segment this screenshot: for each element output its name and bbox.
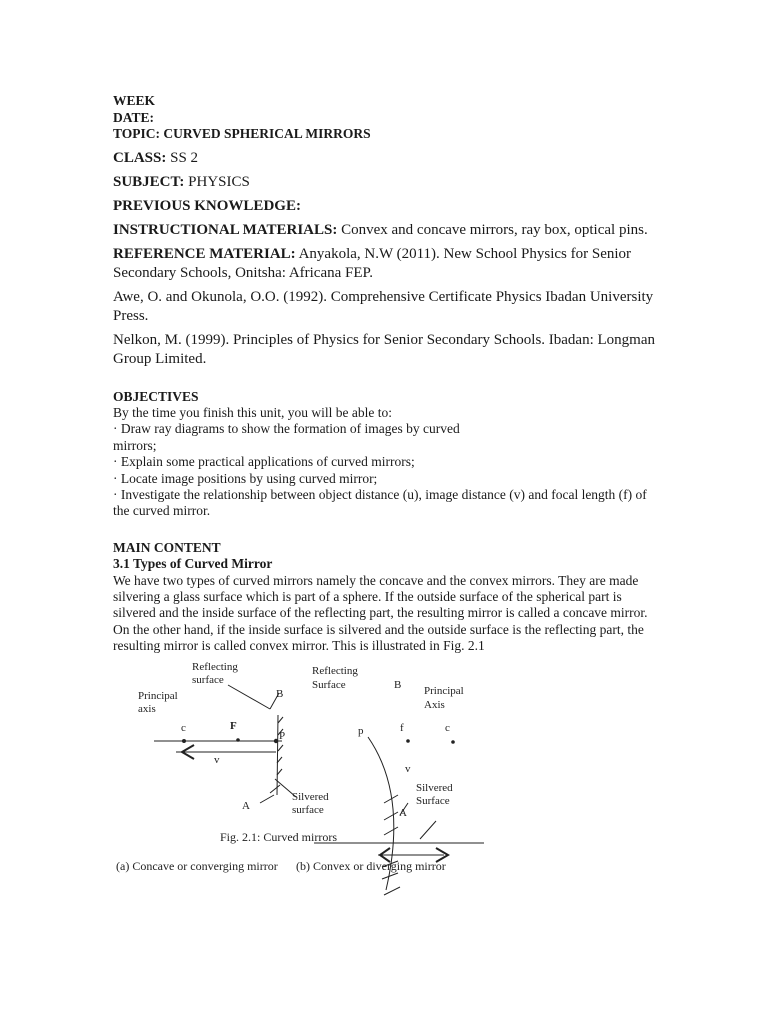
label-c: c: [181, 722, 186, 734]
mirror-diagram: [110, 655, 490, 905]
reference-material-line: [113, 245, 658, 283]
label-p: P: [279, 730, 286, 742]
concave-mirror-diagram: [154, 685, 296, 803]
hatch: [382, 873, 398, 879]
hatch: [260, 795, 274, 803]
hatch: [270, 785, 280, 793]
hatch: [384, 812, 398, 820]
objective-item: · Explain some practical applications of curved mirrors;: [113, 454, 415, 470]
objectives-section: [113, 389, 658, 520]
objective-item: · Investigate the relationship between object distance (u), image distance (v) and focal length (f) of the curved mirror.: [113, 486, 647, 519]
figure-curved-mirrors: [110, 655, 490, 905]
principal-axis-label-2: Axis: [424, 699, 445, 711]
label-b: B: [276, 688, 284, 700]
principal-axis-label: Principal: [424, 685, 464, 697]
instructional-materials-line: [113, 221, 658, 240]
reflecting-label-2: surface: [192, 674, 224, 686]
main-paragraph: We have two types of curved mirrors namely the concave and the convex mirrors. They are made silvering a glass surface which is part of a sphere. If the outside surface of the spherical part is silvered and the inside surface of the reflecting part, the resulting mirror is called a concave mirror. On the other hand, if the inside surface is silvered and the outside surface is the reflecting part, the resulting mirror is called convex mirror. This is illustrated in Fig. 2.1: [113, 572, 648, 654]
label-f: f: [400, 722, 404, 734]
label-v: v: [214, 754, 220, 766]
silvered-label: Silvered: [292, 791, 329, 803]
reflecting-label: Reflecting: [312, 665, 358, 677]
main-content-section: [113, 540, 658, 655]
hatch: [278, 745, 283, 751]
silvered-label-2: Surface: [416, 795, 450, 807]
hatch: [384, 827, 398, 835]
reference-label: REFERENCE MATERIAL:: [113, 245, 296, 262]
silvered-label-2: surface: [292, 804, 324, 816]
objectives-intro: By the time you finish this unit, you will be able to:: [113, 404, 392, 420]
subject-value: PHYSICS: [184, 173, 250, 190]
reference-2: Awe, O. and Okunola, O.O. (1992). Comprehensive Certificate Physics Ibadan University Press.: [113, 288, 654, 324]
principal-axis-label: Principal: [138, 690, 178, 702]
reflecting-label-2: Surface: [312, 679, 346, 691]
objective-item: · Draw ray diagrams to show the formation of images by curved: [113, 421, 460, 437]
types-subheading: 3.1 Types of Curved Mirror: [113, 556, 273, 572]
class-label: CLASS:: [113, 149, 167, 166]
silvered-label: Silvered: [416, 782, 453, 794]
subject-label: SUBJECT:: [113, 173, 185, 190]
instructional-value: Convex and concave mirrors, ray box, optical pins.: [337, 221, 648, 238]
label-a: A: [242, 800, 250, 812]
principal-axis-label-2: axis: [138, 703, 156, 715]
topic-heading: TOPIC: CURVED SPHERICAL MIRRORS: [113, 126, 371, 141]
point-f: [406, 739, 410, 743]
reference-3: Nelkon, M. (1999). Principles of Physics for Senior Secondary Schools. Ibadan: Longman Group Limited.: [113, 331, 655, 367]
label-b: B: [394, 679, 402, 691]
point-c: [182, 739, 186, 743]
reflecting-pointer: [228, 685, 270, 709]
previous-knowledge-label: PREVIOUS KNOWLEDGE:: [113, 197, 301, 214]
class-line: [113, 149, 658, 168]
date-label: DATE:: [113, 109, 155, 125]
subject-line: [113, 173, 658, 192]
class-value: SS 2: [166, 149, 199, 166]
reference-value: Anyakola, N.W (2011). New School Physics for Senior Secondary Schools, Onitsha: Africana FEP.: [113, 245, 632, 281]
hatch: [278, 717, 283, 723]
objective-item: · Locate image positions by using curved mirror;: [113, 470, 378, 486]
document-page: [113, 93, 658, 655]
week-label: WEEK: [113, 93, 156, 108]
point-c: [451, 740, 455, 744]
objectives-heading: OBJECTIVES: [113, 388, 199, 404]
label-c: c: [445, 722, 450, 734]
reflecting-label: Reflecting: [192, 661, 238, 673]
label-v: v: [405, 763, 411, 775]
subcaption-convex: (b) Convex or diverging mirror: [296, 859, 446, 873]
instructional-label: INSTRUCTIONAL MATERIALS:: [113, 221, 338, 238]
label-a: A: [399, 807, 407, 819]
main-content-heading: MAIN CONTENT: [113, 539, 221, 555]
point-p: [274, 739, 278, 743]
figure-caption: Fig. 2.1: Curved mirrors: [220, 830, 337, 844]
concave-mirror-line: [277, 715, 278, 795]
label-p: p: [358, 725, 364, 737]
subcaption-concave: (a) Concave or converging mirror: [116, 859, 278, 873]
label-f: F: [230, 720, 237, 732]
objective-item-cont: mirrors;: [113, 437, 157, 453]
point-f: [236, 738, 240, 742]
hatch: [420, 821, 436, 839]
